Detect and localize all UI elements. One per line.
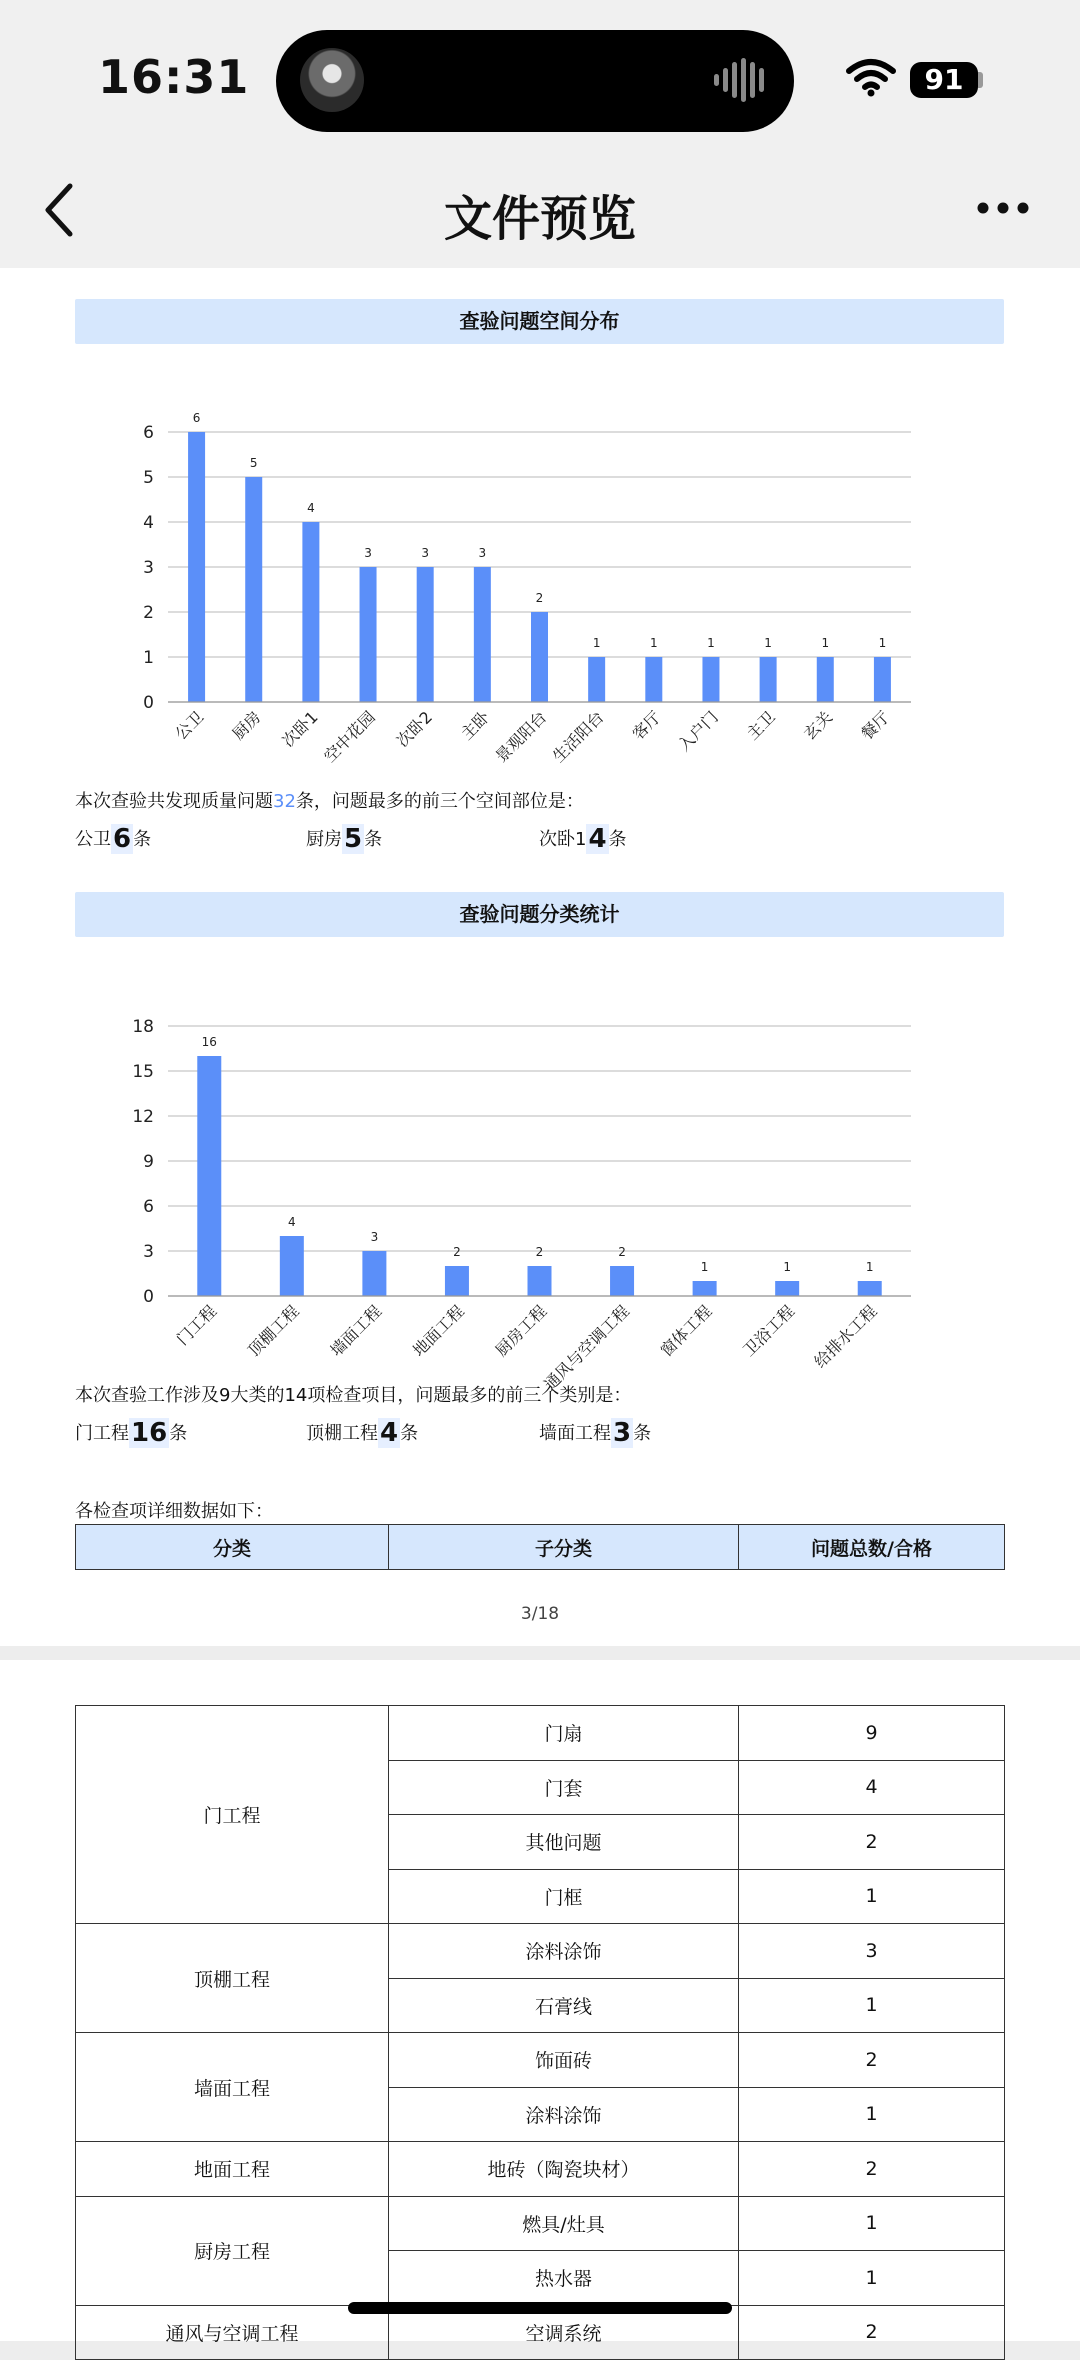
top-item-count: 3 [613,1418,632,1448]
data-label: 1 [821,636,830,650]
header-category: 分类 [76,1525,389,1570]
space-summary-suffix: 条，问题最多的前三个空间部位是： [295,791,584,812]
space-top-3 [539,824,627,854]
y-tick-label: 5 [143,468,154,488]
bar [360,567,377,702]
data-label: 2 [453,1245,461,1259]
x-tick-label: 窗体工程 [656,1301,716,1361]
table-cell-count: 2 [739,2142,1005,2197]
data-label: 1 [707,636,715,650]
bar [702,657,719,702]
bar [693,1281,717,1296]
table-row [76,2033,1005,2088]
category-top-3 [539,1418,651,1448]
bar [362,1251,386,1296]
data-label: 1 [764,636,772,650]
data-label: 3 [370,1230,379,1244]
bar [445,1266,469,1296]
x-tick-label: 餐厅 [857,707,894,744]
bar [874,657,891,702]
x-tick-label: 入户门 [674,707,722,755]
bar [280,1236,304,1296]
x-tick-label: 空中花园 [320,707,379,767]
page-title: 文件预览 [443,191,636,247]
space-top-2 [306,824,382,854]
top-item-count: 16 [131,1418,168,1448]
table-cell-category: 厨房工程 [76,2196,389,2305]
x-tick-label: 卫浴工程 [739,1301,798,1361]
top-item-name: 次卧1 [539,829,587,850]
y-tick-label: 12 [132,1107,154,1127]
data-label: 1 [700,1260,709,1274]
home-indicator[interactable] [348,2302,732,2314]
top-item-count: 5 [344,824,363,854]
x-tick-label: 通风与空调工程 [540,1301,633,1395]
top-item-name: 门工程 [75,1423,129,1444]
table-cell-subcategory: 门扇 [389,1706,739,1761]
status-time: 16:31 [98,50,250,104]
status-bar [0,0,1080,160]
battery-indicator: 91 [910,62,978,98]
table-cell-subcategory: 热水器 [389,2251,739,2306]
space-summary-count: 32 [273,791,296,812]
section-header-category: 查验问题分类统计 [75,892,1004,937]
table-cell-subcategory: 石膏线 [389,1978,739,2033]
table-cell-subcategory: 空调系统 [389,2305,739,2360]
data-label: 3 [421,546,430,560]
y-tick-label: 1 [143,648,154,668]
x-tick-label: 门工程 [172,1301,221,1349]
bar [775,1281,799,1296]
data-label: 1 [783,1260,791,1274]
battery-cap [978,72,983,88]
table-cell-category: 门工程 [76,1706,389,1924]
table-cell-subcategory: 门套 [389,1760,739,1815]
data-label: 16 [201,1035,217,1049]
table-cell-count: 1 [739,2251,1005,2306]
table-cell-count: 1 [739,2196,1005,2251]
bar [417,567,434,702]
table-row [76,1924,1005,1979]
bar [817,657,834,702]
avatar[interactable] [300,48,364,112]
bar [302,522,319,702]
bar [760,657,777,702]
top-item-count: 4 [588,824,607,854]
data-label: 2 [618,1245,626,1259]
table-row [76,1706,1005,1761]
y-tick-label: 0 [143,693,154,713]
x-tick-label: 生活阳台 [548,707,608,767]
data-label: 5 [249,456,258,470]
table-cell-subcategory: 地砖（陶瓷块材） [389,2142,739,2197]
audio-wave-icon [712,58,772,102]
table-cell-subcategory: 其他问题 [389,1815,739,1870]
data-label: 1 [878,636,887,650]
bar [858,1281,882,1296]
top-item-name: 墙面工程 [539,1423,611,1444]
detail-table [75,1705,1005,2360]
x-tick-label: 公卫 [171,707,208,744]
bar [245,477,262,702]
detail-table-header [75,1524,1005,1570]
space-summary-prefix: 本次查验共发现质量问题 [75,791,273,812]
y-tick-label: 2 [143,603,154,623]
table-cell-category: 顶棚工程 [76,1924,389,2033]
data-label: 2 [535,1245,544,1259]
data-label: 3 [364,546,372,560]
detail-label: 各检查项详细数据如下： [75,1501,273,1522]
y-tick-label: 18 [132,1017,154,1037]
table-cell-category: 地面工程 [76,2142,389,2197]
data-label: 3 [478,546,487,560]
category-top-2 [306,1418,418,1448]
bar [474,567,491,702]
y-tick-label: 0 [143,1287,154,1307]
x-tick-label: 给排水工程 [810,1301,881,1372]
data-label: 4 [307,501,315,515]
more-icon[interactable] [975,200,1031,216]
data-label: 4 [288,1215,296,1229]
top-item-unit: 条 [364,829,383,850]
table-row [76,2196,1005,2251]
x-tick-label: 景观阳台 [491,707,551,767]
page-number: 3/18 [520,1604,560,1624]
bar [528,1266,552,1296]
table-cell-count: 3 [739,1924,1005,1979]
wifi-icon [846,58,896,98]
data-label: 1 [649,636,658,650]
table-cell-count: 9 [739,1706,1005,1761]
bar [588,657,605,702]
bar [197,1056,221,1296]
y-tick-label: 3 [143,1242,154,1262]
category-summary: 本次查验工作涉及9大类的14项检查项目，问题最多的前三个类别是： [75,1385,632,1406]
document-page[interactable] [0,1660,1080,2345]
space-distribution-chart [0,386,1080,767]
x-tick-label: 墙面工程 [326,1301,386,1361]
top-item-count: 4 [380,1418,399,1448]
header-subcategory: 子分类 [389,1525,739,1570]
x-tick-label: 地面工程 [409,1301,468,1361]
bar [188,432,205,702]
bar [531,612,548,702]
x-tick-label: 客厅 [628,707,665,744]
table-cell-count: 4 [739,1760,1005,1815]
table-cell-subcategory: 饰面砖 [389,2033,739,2088]
table-cell-subcategory: 门框 [389,1869,739,1924]
table-cell-subcategory: 燃具/灶具 [389,2196,739,2251]
category-statistics-chart [0,980,1080,1395]
nav-bar [0,160,1080,268]
table-cell-subcategory: 涂料涂饰 [389,2087,739,2142]
top-item-unit: 条 [633,1423,652,1444]
top-item-name: 厨房 [306,829,342,850]
top-item-name: 顶棚工程 [306,1423,378,1444]
header-count: 问题总数/合格 [739,1525,1005,1570]
top-item-name: 公卫 [75,829,111,850]
data-label: 6 [192,411,201,425]
data-label: 1 [865,1260,874,1274]
y-tick-label: 6 [143,1197,154,1217]
top-item-unit: 条 [133,829,152,850]
y-tick-label: 6 [143,423,154,443]
top-item-unit: 条 [400,1423,419,1444]
x-tick-label: 厨房 [228,707,265,744]
x-tick-label: 主卧 [457,707,494,744]
table-cell-count: 2 [739,2033,1005,2088]
y-tick-label: 9 [143,1152,154,1172]
section-header-space: 查验问题空间分布 [75,299,1004,344]
bar [610,1266,634,1296]
table-cell-count: 1 [739,1978,1005,2033]
top-item-unit: 条 [608,829,627,850]
data-label: 1 [592,636,601,650]
x-tick-label: 主卫 [742,707,779,744]
x-tick-label: 次卧1 [278,707,322,751]
y-tick-label: 4 [143,513,154,533]
category-top-1 [75,1418,187,1448]
table-cell-count: 2 [739,2305,1005,2360]
x-tick-label: 次卧2 [392,707,437,751]
top-item-unit: 条 [169,1423,188,1444]
space-top-1 [75,824,151,854]
table-cell-count: 1 [739,1869,1005,1924]
table-cell-category: 墙面工程 [76,2033,389,2142]
table-cell-count: 2 [739,1815,1005,1870]
table-cell-count: 1 [739,2087,1005,2142]
table-row [76,2142,1005,2197]
table-cell-subcategory: 涂料涂饰 [389,1924,739,1979]
x-tick-label: 玄关 [800,707,837,744]
data-label: 2 [535,591,544,605]
space-summary [75,787,584,813]
document-page[interactable] [0,268,1080,1646]
x-tick-label: 厨房工程 [491,1301,551,1361]
x-tick-label: 顶棚工程 [243,1301,303,1361]
y-tick-label: 15 [132,1062,154,1082]
table-cell-category: 通风与空调工程 [76,2305,389,2360]
top-item-count: 6 [113,824,132,854]
bar [645,657,662,702]
y-tick-label: 3 [143,558,154,578]
